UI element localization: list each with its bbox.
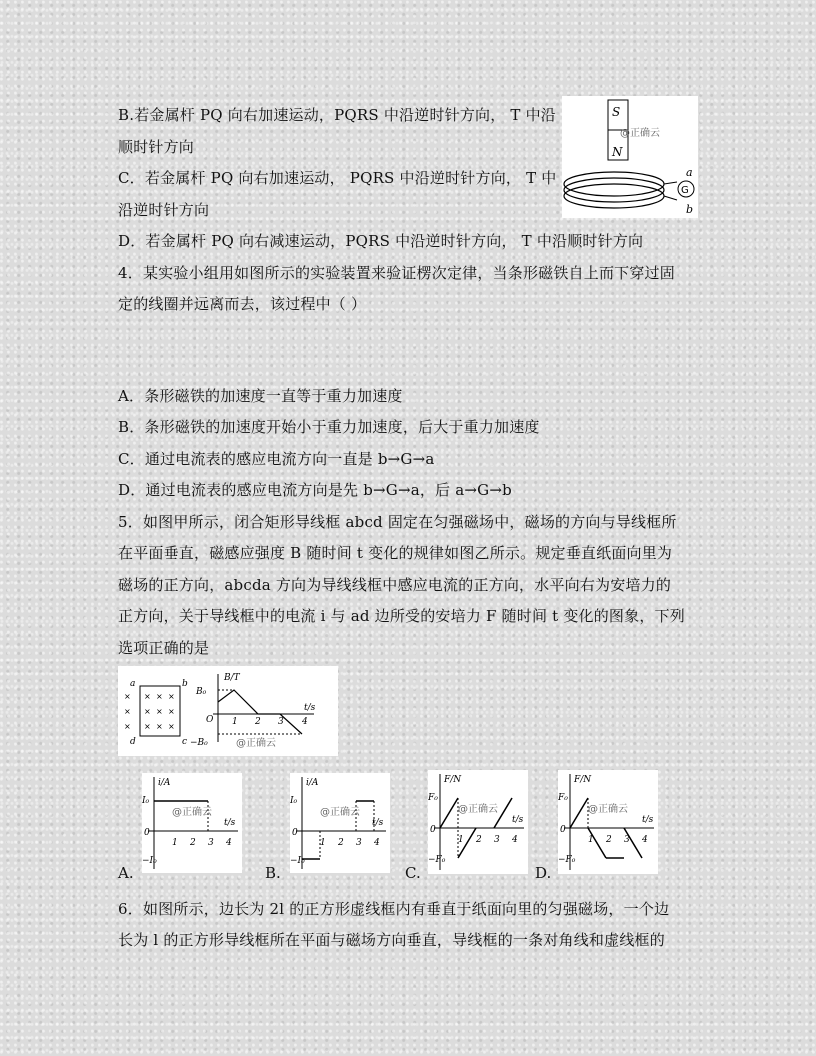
watermark: @正确云	[458, 804, 498, 815]
graph-d-neg-label: −F₀	[558, 855, 576, 865]
watermark: @正确云	[320, 807, 360, 818]
option-d-label: D.	[535, 864, 552, 882]
question-4-option-b: B．条形磁铁的加速度开始小于重力加速度，后大于重力加速度	[118, 418, 540, 436]
terminal-a-label: a	[686, 166, 693, 179]
option-a-label: A.	[118, 864, 134, 882]
svg-text:×: ×	[156, 722, 163, 731]
option-d-graph	[558, 770, 658, 874]
graph-d-tick-4: 4	[642, 835, 648, 845]
corner-a-label: a	[130, 679, 136, 689]
svg-text:×: ×	[168, 707, 175, 716]
bt-tick-3: 3	[278, 717, 284, 727]
bt-b0-label: B₀	[196, 687, 207, 697]
bt-origin-label: O	[206, 715, 214, 725]
graph-a-pos-label: I₀	[142, 796, 150, 806]
graph-c-tick-3: 3	[494, 835, 500, 845]
bt-tick-2: 2	[255, 717, 261, 727]
question-4-line-1: 4．某实验小组用如图所示的实验装置来验证楞次定律，当条形磁铁自上而下穿过固	[118, 264, 675, 282]
frame-and-bt-figure	[118, 666, 338, 756]
text-line-2: 顺时针方向	[118, 138, 195, 156]
graph-d-tick-2: 2	[606, 835, 612, 845]
question-4-option-d: D．通过电流表的感应电流方向是先 b→G→a，后 a→G→b	[118, 481, 512, 499]
watermark: @正确云	[236, 738, 276, 749]
graph-c-neg-label: −F₀	[428, 855, 446, 865]
graph-d-tick-0: 0	[560, 825, 566, 835]
graph-b-tick-1: 1	[320, 838, 326, 848]
bt-curve	[218, 690, 302, 734]
svg-text:×: ×	[124, 707, 131, 716]
option-a-graph	[142, 773, 242, 873]
bt-x-axis-label: t/s	[304, 703, 316, 713]
text-line-5: D．若金属杆 PQ 向右减速运动，PQRS 中沿逆时针方向， T 中沿顺时针方向	[118, 232, 644, 250]
graph-a-x-label: t/s	[224, 818, 236, 828]
graph-a-tick-1: 1	[172, 838, 178, 848]
question-6-line-2: 长为 l 的正方形导线框所在平面与磁场方向垂直，导线框的一条对角线和虚线框的	[118, 931, 665, 949]
graph-c-tick-0: 0	[430, 825, 436, 835]
graph-b-tick-0: 0	[292, 828, 298, 838]
svg-text:×: ×	[168, 692, 175, 701]
graph-a-tick-3: 3	[208, 838, 214, 848]
question-4-option-c: C．通过电流表的感应电流方向一直是 b→G→a	[118, 450, 435, 468]
magnetic-field-crosses	[124, 692, 175, 731]
svg-text:×: ×	[156, 692, 163, 701]
question-5-line-5: 选项正确的是	[118, 639, 210, 657]
text-line-4: 沿逆时针方向	[118, 201, 210, 219]
question-4-line-2: 定的线圈并远离而去，该过程中（ ）	[118, 295, 367, 313]
graph-c-y-label: F/N	[444, 775, 462, 785]
corner-c-label: c	[182, 737, 188, 747]
graph-c-tick-4: 4	[512, 835, 518, 845]
coil-loop-2	[564, 178, 664, 202]
option-c-label: C.	[405, 864, 421, 882]
graph-d-tick-3: 3	[624, 835, 630, 845]
question-5-line-2: 在平面垂直，磁感应强度 B 随时间 t 变化的规律如图乙所示。规定垂直纸面向里为	[118, 544, 673, 562]
graph-b-tick-2: 2	[338, 838, 344, 848]
graph-a-neg-label: −I₀	[142, 856, 157, 866]
graph-a-tick-4: 4	[226, 838, 232, 848]
text-line-1: B.若金属杆 PQ 向右加速运动，PQRS 中沿逆时针方向， T 中沿	[118, 106, 556, 124]
question-5-line-4: 正方向，关于导线框中的电流 i 与 ad 边所受的安培力 F 随时间 t 变化的图象，下列	[118, 607, 685, 625]
question-5-line-1: 5．如图甲所示，闭合矩形导线框 abcd 固定在匀强磁场中，磁场的方向与导线框所	[118, 513, 677, 531]
svg-text:×: ×	[124, 692, 131, 701]
terminal-b-label: b	[686, 203, 694, 216]
option-b-label: B.	[265, 864, 281, 882]
magnet-north-label: N	[612, 145, 623, 159]
watermark: @正确云	[620, 128, 660, 139]
bt-minus-b0-label: −B₀	[190, 738, 208, 748]
graph-b-tick-3: 3	[356, 838, 362, 848]
graph-d-tick-1: 1	[588, 835, 594, 845]
corner-d-label: d	[130, 737, 136, 747]
graph-a-tick-0: 0	[144, 828, 150, 838]
graph-b-neg-label: −I₀	[290, 856, 305, 866]
graph-c-tick-2: 2	[476, 835, 482, 845]
graph-a-tick-2: 2	[190, 838, 196, 848]
magnet-coil-figure	[562, 96, 698, 218]
graph-b-x-label: t/s	[372, 818, 384, 828]
bt-tick-1: 1	[232, 717, 238, 727]
option-b-graph	[290, 773, 390, 873]
svg-text:×: ×	[156, 707, 163, 716]
corner-b-label: b	[182, 679, 188, 689]
graph-b-pos-label: I₀	[290, 796, 298, 806]
magnet-south-label: S	[612, 105, 621, 119]
bt-y-axis-label: B/T	[224, 673, 240, 683]
graph-b-y-label: i/A	[306, 778, 319, 788]
question-4-option-a: A．条形磁铁的加速度一直等于重力加速度	[118, 387, 403, 405]
svg-text:×: ×	[124, 722, 131, 731]
svg-text:×: ×	[144, 722, 151, 731]
graph-d-pos-label: F₀	[558, 793, 568, 803]
graph-c-tick-1: 1	[458, 835, 464, 845]
graph-a-y-label: i/A	[158, 778, 171, 788]
option-c-graph	[428, 770, 528, 874]
graph-b-tick-4: 4	[374, 838, 380, 848]
graph-c-x-label: t/s	[512, 815, 524, 825]
question-6-line-1: 6．如图所示，边长为 2l 的正方形虚线框内有垂直于纸面向里的匀强磁场，一个边	[118, 900, 670, 918]
svg-text:×: ×	[144, 707, 151, 716]
graph-d-x-label: t/s	[642, 815, 654, 825]
graph-c-pos-label: F₀	[428, 793, 438, 803]
watermark: @正确云	[172, 807, 212, 818]
graph-d-y-label: F/N	[574, 775, 592, 785]
bt-tick-4: 4	[302, 717, 308, 727]
galvanometer-label: G	[681, 185, 689, 196]
svg-text:×: ×	[168, 722, 175, 731]
text-line-3: C．若金属杆 PQ 向右加速运动， PQRS 中沿逆时针方向， T 中	[118, 169, 557, 187]
question-5-line-3: 磁场的正方向，abcda 方向为导线线框中感应电流的正方向，水平向右为安培力的	[118, 576, 672, 594]
watermark: @正确云	[588, 804, 628, 815]
svg-text:×: ×	[144, 692, 151, 701]
